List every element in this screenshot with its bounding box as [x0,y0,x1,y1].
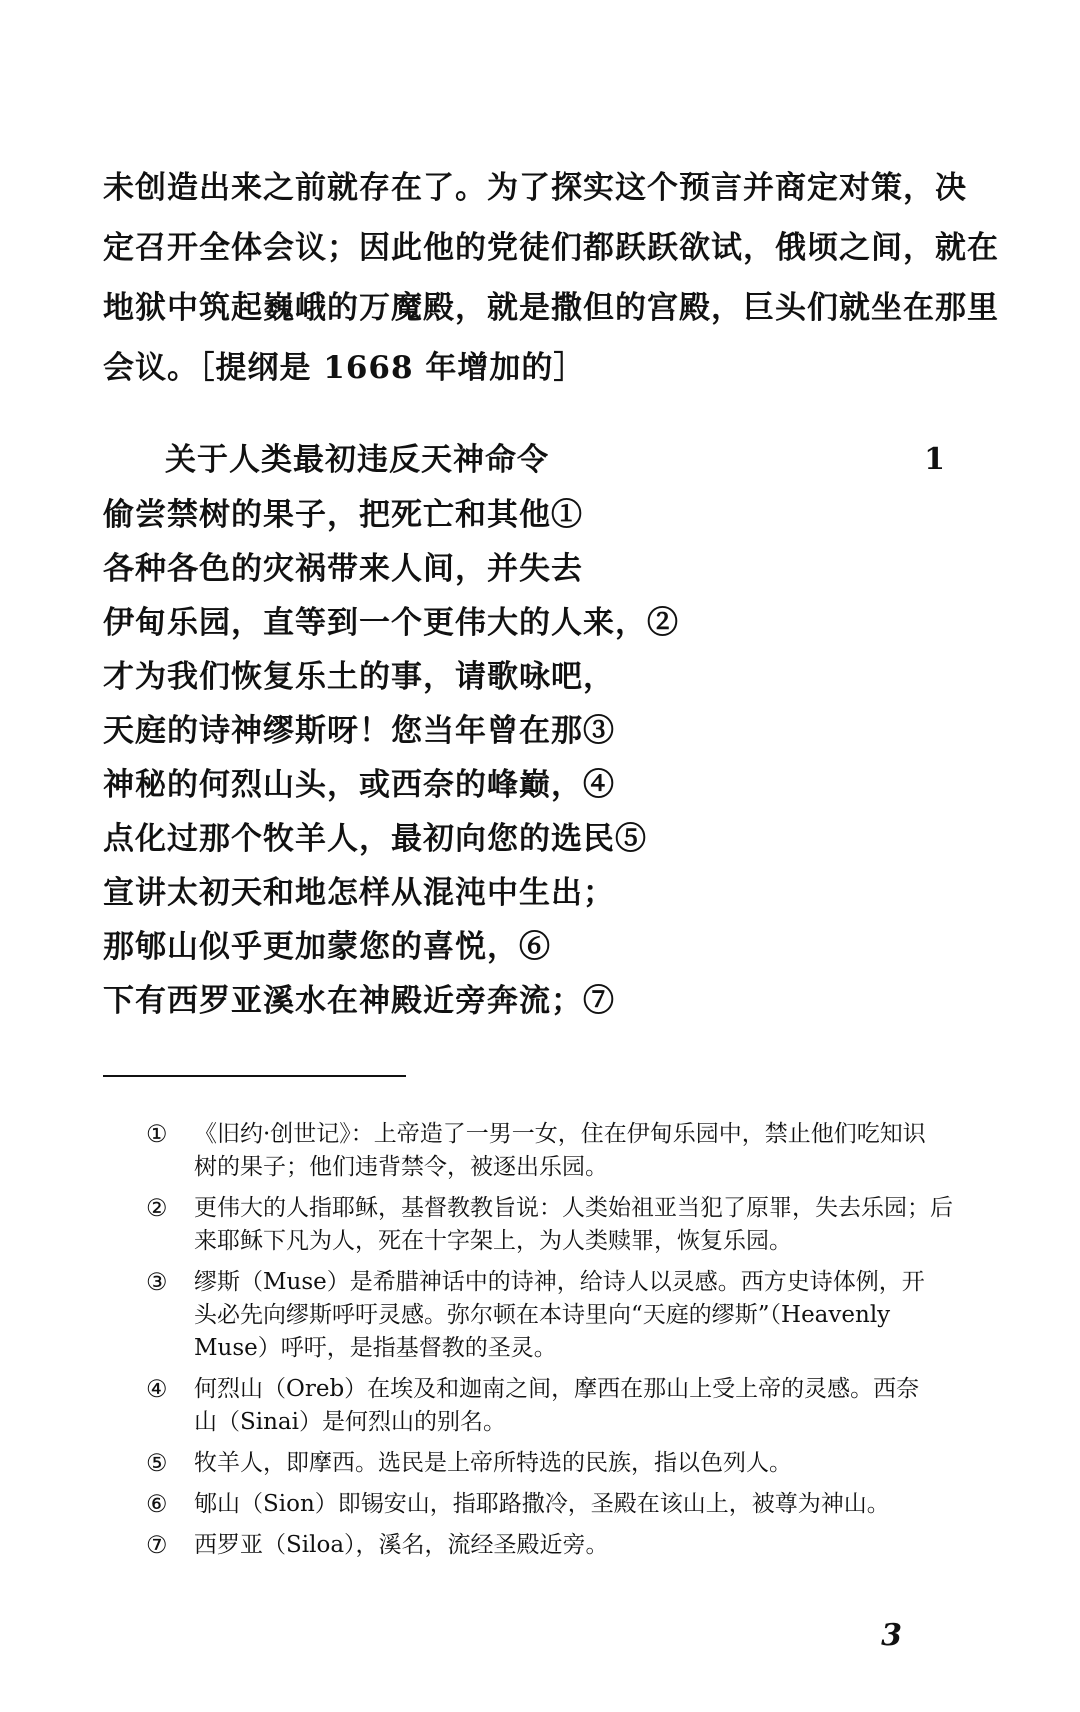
footnote-marker: ⑥ [146,1490,168,1518]
footnote [146,1529,946,1562]
poem-first-line: 关于人类最初违反天神命令 [165,442,549,478]
poem-verse [103,488,943,1028]
footnote [146,1266,946,1365]
verse-line-number: 1 [924,442,945,477]
footnote-line: 西罗亚（Siloa），溪名，流经圣殿近旁。 [194,1532,609,1558]
verse-line: 各种各色的灾祸带来人间，并失去 [103,551,583,587]
footnote-line: 《旧约·创世记》：上帝造了一男一女，住在伊甸乐园中，禁止他们吃知识 [194,1121,926,1147]
verse-line: 下有西罗亚溪水在神殿近旁奔流；⑦ [103,983,615,1019]
verse-line: 那郇山似乎更加蒙您的喜悦，⑥ [103,929,551,965]
verse-line: 宣讲太初天和地怎样从混沌中生出； [103,875,615,911]
footnote [146,1447,946,1480]
prose-line: 会议。［提纲是 1668 年增加的］ [103,350,586,386]
footnote-line: 山（Sinai）是何烈山的别名。 [194,1409,506,1435]
footnote-marker: ④ [146,1375,168,1403]
verse-line: 伊甸乐园，直等到一个更伟大的人来，② [103,605,679,641]
footnote-line: 头必先向缪斯呼吁灵感。弥尔顿在本诗里向“天庭的缪斯”（Heavenly [194,1302,891,1328]
prose-line: 定召开全体会议；因此他的党徒们都跃跃欲试，俄顷之间，就在 [103,230,999,266]
page-number: 3 [881,1618,902,1653]
footnote-line: 树的果子；他们违背禁令，被逐出乐园。 [194,1154,608,1180]
footnote [146,1488,946,1521]
verse-line: 天庭的诗神缪斯呀！您当年曾在那③ [103,713,615,749]
verse-line: 点化过那个牧羊人，最初向您的选民⑤ [103,821,647,857]
footnote-line: 何烈山（Oreb）在埃及和迦南之间，摩西在那山上受上帝的灵感。西奈 [194,1376,920,1402]
footnote-marker: ③ [146,1268,168,1296]
footnote-marker: ⑤ [146,1449,168,1477]
footnote-marker: ② [146,1194,168,1222]
footnote-line: 郇山（Sion）即锡安山，指耶路撒冷，圣殿在该山上，被尊为神山。 [194,1491,890,1517]
footnote-line: 牧羊人，即摩西。选民是上帝所特选的民族，指以色列人。 [194,1450,792,1476]
verse-line: 才为我们恢复乐土的事，请歌咏吧， [103,659,615,695]
footnote [146,1118,946,1184]
footnote-line: 更伟大的人指耶稣，基督教教旨说：人类始祖亚当犯了原罪，失去乐园；后 [194,1195,953,1221]
poem-opening-row [103,432,943,488]
prose-line: 未创造出来之前就存在了。为了探实这个预言并商定对策，决 [103,170,967,206]
footnote [146,1373,946,1439]
footnote-divider [103,1075,406,1077]
prose-paragraph [103,158,999,398]
footnote [146,1192,953,1258]
verse-line: 偷尝禁树的果子，把死亡和其他① [103,497,583,533]
footnote-line: Muse）呼吁，是指基督教的圣灵。 [194,1335,557,1361]
footnotes [146,1118,953,1570]
verse-line: 神秘的何烈山头，或西奈的峰巅，④ [103,767,615,803]
footnote-marker: ① [146,1120,168,1148]
footnote-line: 来耶稣下凡为人，死在十字架上，为人类赎罪，恢复乐园。 [194,1228,792,1254]
footnote-line: 缪斯（Muse）是希腊神话中的诗神，给诗人以灵感。西方史诗体例，开 [194,1269,925,1295]
prose-line: 地狱中筑起巍峨的万魔殿，就是撒但的宫殿，巨头们就坐在那里 [103,290,999,326]
footnote-marker: ⑦ [146,1531,168,1559]
